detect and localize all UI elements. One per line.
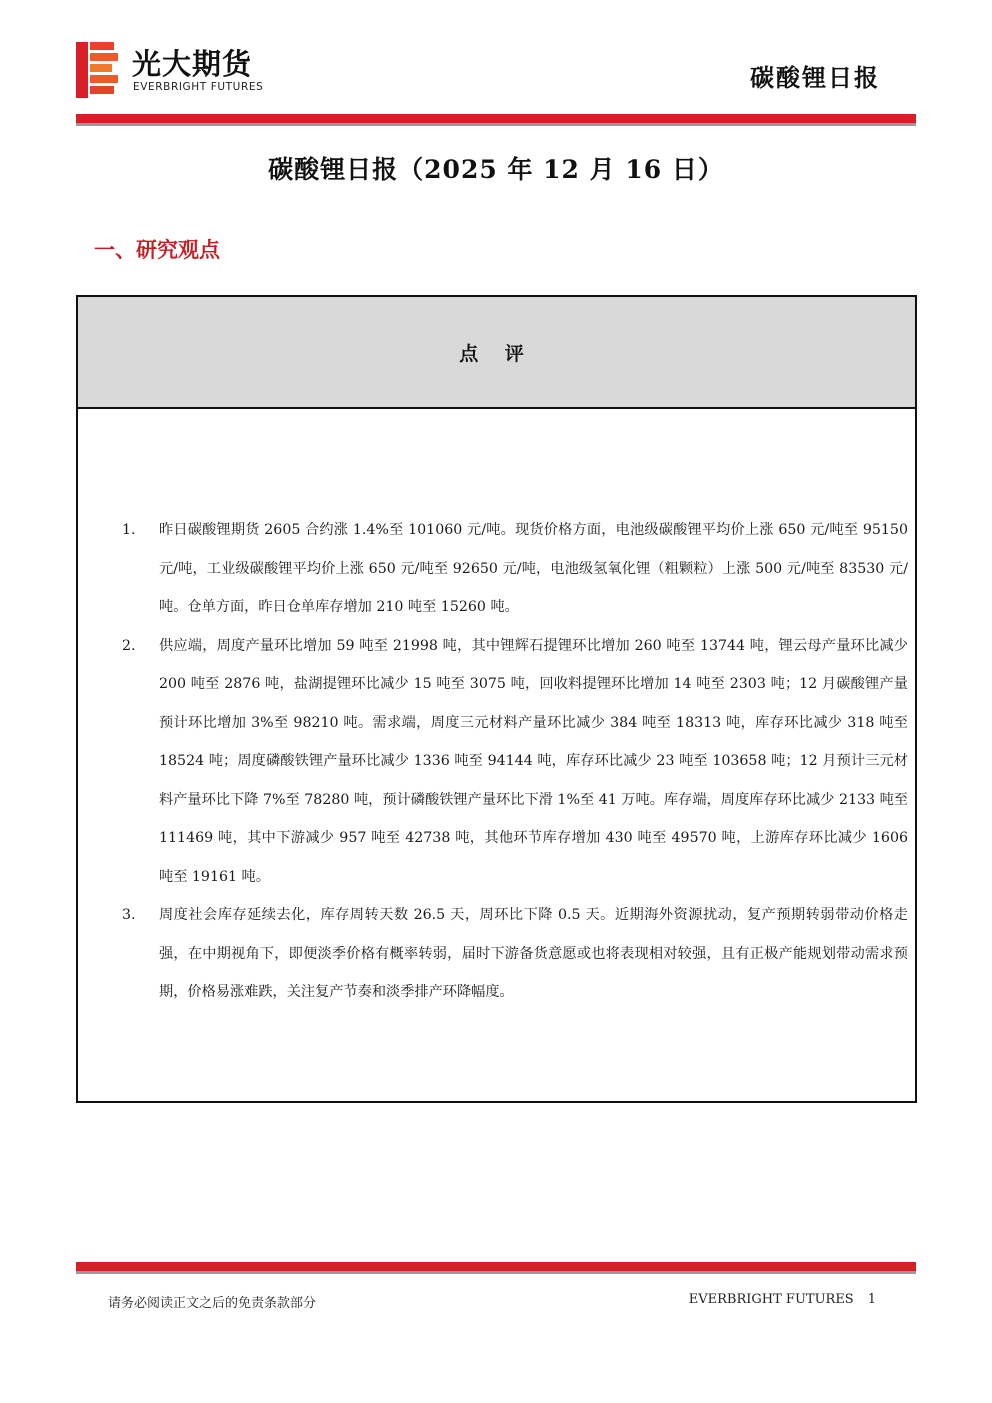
footer-brand: EVERBRIGHT FUTURES — [688, 1292, 854, 1307]
commentary-box-title: 点 评 — [459, 342, 534, 365]
footer-brand-block — [689, 1292, 876, 1307]
list-item-text: 供应端，周度产量环比增加 59 吨至 21998 吨，其中锂辉石提锂环比增加 260 吨至 13744 吨，锂云母产量环比减少 200 吨至 2876 吨，盐湖提锂环比减少 15 吨至 3075 吨，回收料提锂环比增加 14 吨至 2303 吨；12 月碳酸锂产量预计环比增加 3%至 98210 吨。需求端，周度三元材料产量环比减少 384 吨至 18313 吨，库存环比减少 318 吨至 18524 吨；周度磷酸铁锂产量环比减少 1336 吨至 94144 吨，库存环比减少 23 吨至 103658 吨；12 月预计三元材料产量环比下降 7%至 78280 吨，预计磷酸铁锂产量环比下滑 1%至 41 万吨。库存端，周度库存环比减少 2133 吨至 111469 吨，其中下游减少 957 吨至 42738 吨，其他环节库存增加 430 吨至 49570 吨，上游库存环比减少 1606 吨至 19161 吨。 — [159, 637, 908, 885]
document-title: 碳酸锂日报（2025 年 12 月 16 日） — [268, 155, 724, 184]
commentary-box — [76, 295, 917, 1103]
list-item-number: 2. — [122, 637, 136, 654]
section-heading: 一、研究观点 — [94, 238, 220, 262]
everbright-logo-icon — [76, 42, 118, 98]
list-item — [78, 511, 915, 627]
footer-divider — [76, 1262, 916, 1274]
list-item-text: 昨日碳酸锂期货 2605 合约涨 1.4%至 101060 元/吨。现货价格方面，电池级碳酸锂平均价上涨 650 元/吨至 95150 元/吨，工业级碳酸锂平均价上涨 650 元/吨至 92650 元/吨，电池级氢氧化锂（粗颗粒）上涨 500 元/吨至 83530 元/吨。仓单方面，昨日仓单库存增加 210 吨至 15260 吨。 — [159, 522, 908, 615]
header-divider — [76, 114, 916, 126]
commentary-list — [78, 511, 915, 1012]
commentary-box-header — [78, 297, 915, 409]
report-type-label: 碳酸锂日报 — [750, 64, 880, 92]
footer-disclaimer: 请务必阅读正文之后的免责条款部分 — [108, 1296, 317, 1311]
page-number: 1 — [867, 1292, 876, 1307]
logo-chinese-name: 光大期货 — [132, 47, 253, 81]
company-logo — [76, 40, 336, 100]
list-item-text: 周度社会库存延续去化，库存周转天数 26.5 天，周环比下降 0.5 天。近期海外资源扰动，复产预期转弱带动价格走强，在中期视角下，即便淡季价格有概率转弱，届时下游备货意愿或也将表现相对较强，且有正极产能规划带动需求预期，价格易涨难跌，关注复产节奏和淡季排产环降幅度。 — [159, 907, 908, 1000]
logo-english-name: EVERBRIGHT FUTURES — [133, 81, 264, 93]
list-item — [78, 896, 915, 1012]
list-item-number: 3. — [122, 907, 136, 923]
list-item — [78, 627, 915, 897]
list-item-number: 1. — [122, 522, 136, 538]
